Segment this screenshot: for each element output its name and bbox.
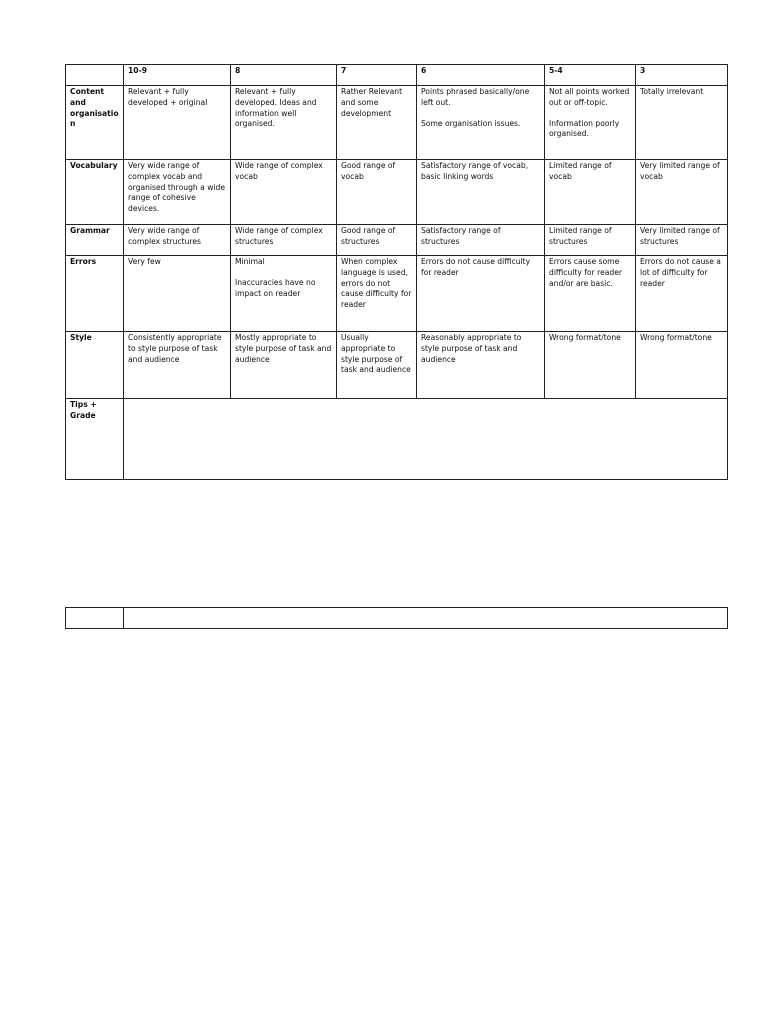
criterion-label: Grammar bbox=[66, 225, 124, 256]
descriptor-cell bbox=[545, 160, 636, 225]
criterion-label: Content and organisation bbox=[66, 86, 124, 160]
band-header-5-4: 5-4 bbox=[545, 65, 636, 86]
descriptor-text: Very wide range of complex vocab and organised through a wide range of cohesive devices. bbox=[128, 161, 226, 214]
descriptor-text: Good range of structures bbox=[341, 226, 396, 246]
descriptor-text: Errors cause some difficulty for reader and/or are basic. bbox=[549, 257, 623, 288]
blank-table-value-cell[interactable] bbox=[124, 608, 728, 629]
descriptor-text: Wide range of complex structures bbox=[235, 226, 323, 246]
tips-grade-row bbox=[66, 399, 728, 480]
band-header-8: 8 bbox=[231, 65, 337, 86]
descriptor-cell bbox=[337, 256, 417, 332]
descriptor-cell bbox=[231, 332, 337, 399]
descriptor-text: Errors do not cause difficulty for reader bbox=[421, 257, 531, 277]
criterion-row-grammar bbox=[66, 225, 728, 256]
descriptor-cell bbox=[636, 332, 728, 399]
blank-table bbox=[65, 607, 728, 629]
descriptor-text: Wrong format/tone bbox=[549, 333, 621, 342]
header-corner-cell bbox=[66, 65, 124, 86]
descriptor-text: Good range of vocab bbox=[341, 161, 396, 181]
descriptor-text: When complex language is used, errors do not cause difficulty for reader bbox=[341, 257, 412, 310]
descriptor-cell bbox=[636, 160, 728, 225]
descriptor-cell bbox=[417, 160, 545, 225]
descriptor-cell bbox=[545, 256, 636, 332]
criterion-row-content bbox=[66, 86, 728, 160]
criterion-row-vocabulary bbox=[66, 160, 728, 225]
descriptor-cell bbox=[124, 160, 231, 225]
descriptor-text: Very limited range of vocab bbox=[640, 161, 720, 181]
descriptor-cell bbox=[124, 256, 231, 332]
descriptor-text: Minimal bbox=[235, 257, 265, 266]
tips-grade-label: Tips + Grade bbox=[66, 399, 124, 480]
band-header-6: 6 bbox=[417, 65, 545, 86]
descriptor-cell bbox=[231, 225, 337, 256]
rubric-table bbox=[65, 64, 728, 480]
descriptor-cell bbox=[337, 86, 417, 160]
criterion-label: Errors bbox=[66, 256, 124, 332]
descriptor-cell bbox=[545, 332, 636, 399]
descriptor-text: Totally irrelevant bbox=[640, 87, 704, 96]
descriptor-cell bbox=[231, 160, 337, 225]
descriptor-cell bbox=[337, 160, 417, 225]
descriptor-cell bbox=[417, 225, 545, 256]
descriptor-text: Reasonably appropriate to style purpose of task and audience bbox=[421, 333, 522, 364]
descriptor-text: Not all points worked out or off-topic. bbox=[549, 87, 630, 107]
descriptor-text: Satisfactory range of vocab, basic linking words bbox=[421, 161, 529, 181]
descriptor-text: Very wide range of complex structures bbox=[128, 226, 202, 246]
descriptor-cell bbox=[636, 225, 728, 256]
descriptor-cell bbox=[636, 86, 728, 160]
criterion-row-style bbox=[66, 332, 728, 399]
header-row bbox=[66, 65, 728, 86]
band-header-10-9: 10-9 bbox=[124, 65, 231, 86]
descriptor-text: Very few bbox=[128, 257, 161, 266]
descriptor-text: Points phrased basically/one left out. bbox=[421, 87, 530, 107]
tips-grade-field[interactable] bbox=[124, 399, 728, 480]
descriptor-text: Rather Relevant and some development bbox=[341, 87, 403, 118]
descriptor-text: Very limited range of structures bbox=[640, 226, 720, 246]
descriptor-text: Information poorly organised. bbox=[549, 118, 620, 139]
descriptor-text: Errors do not cause a lot of difficulty for reader bbox=[640, 257, 721, 288]
descriptor-text: Wide range of complex vocab bbox=[235, 161, 323, 181]
descriptor-text: Relevant + fully developed. Ideas and information well organised. bbox=[235, 87, 317, 129]
descriptor-text: Some organisation issues. bbox=[421, 118, 521, 128]
descriptor-text: Relevant + fully developed + original bbox=[128, 87, 208, 107]
descriptor-text: Wrong format/tone bbox=[640, 333, 712, 342]
descriptor-cell bbox=[124, 332, 231, 399]
descriptor-cell bbox=[337, 225, 417, 256]
descriptor-cell bbox=[545, 225, 636, 256]
descriptor-cell bbox=[231, 256, 337, 332]
criterion-label: Style bbox=[66, 332, 124, 399]
descriptor-cell bbox=[124, 86, 231, 160]
descriptor-text: Usually appropriate to style purpose of task and audience bbox=[341, 333, 411, 375]
descriptor-cell bbox=[636, 256, 728, 332]
band-header-3: 3 bbox=[636, 65, 728, 86]
descriptor-text: Satisfactory range of structures bbox=[421, 226, 501, 246]
descriptor-text: Limited range of structures bbox=[549, 226, 612, 246]
descriptor-text: Mostly appropriate to style purpose of task and audience bbox=[235, 333, 332, 364]
descriptor-cell bbox=[417, 86, 545, 160]
descriptor-cell bbox=[231, 86, 337, 160]
band-header-7: 7 bbox=[337, 65, 417, 86]
criterion-label: Vocabulary bbox=[66, 160, 124, 225]
blank-table-label-cell bbox=[66, 608, 124, 629]
descriptor-cell bbox=[124, 225, 231, 256]
descriptor-cell bbox=[337, 332, 417, 399]
descriptor-text: Consistently appropriate to style purpose of task and audience bbox=[128, 333, 222, 364]
descriptor-cell bbox=[417, 332, 545, 399]
descriptor-text: Limited range of vocab bbox=[549, 161, 612, 181]
descriptor-cell bbox=[545, 86, 636, 160]
descriptor-cell bbox=[417, 256, 545, 332]
blank-table-row bbox=[66, 608, 728, 629]
criterion-row-errors bbox=[66, 256, 728, 332]
descriptor-text: Inaccuracies have no impact on reader bbox=[235, 277, 316, 298]
